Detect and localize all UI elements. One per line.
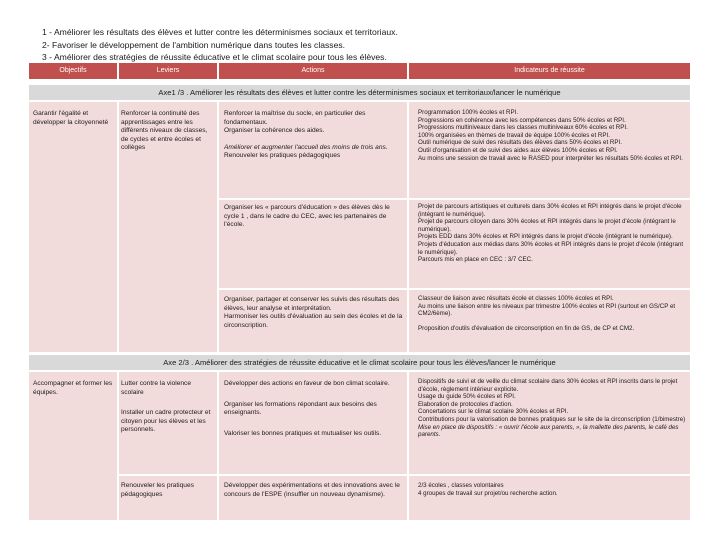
indicator-line: Outil numérique de suivi des résultats des élèves dans 50% écoles et RPI. bbox=[418, 139, 622, 147]
axe1-row2-indicateurs bbox=[418, 203, 686, 264]
indicator-line: Classeur de liaison avec résultats école et classes 100% écoles et RPI. bbox=[418, 295, 614, 302]
intro-line: 3 - Améliorer des stratégies de réussite éducative et le climat scolaire pour tous les élèves. bbox=[42, 52, 387, 62]
indicator-line: 2/3 écoles , classes volontaires bbox=[418, 482, 504, 489]
action-spacer bbox=[224, 136, 404, 144]
action-line: Renouveler les pratiques pédagogiques bbox=[224, 152, 341, 160]
axe1-levier: Renforcer la continuité des apprentissages entre les différents niveaux de classes, de cycles et entre écoles et collèges bbox=[121, 110, 208, 152]
indicator-line: Outil d'organisation et de suivi des aides aux élèves 100% écoles et RPI. bbox=[418, 146, 618, 154]
indicator-line: Mise en place de dispositifs : « ouvrir l'école aux parents, », la mallette des parents, le café des parents. bbox=[418, 423, 679, 439]
indicator-line: Parcours mis en place en CEC : 3/7 CEC. bbox=[418, 256, 533, 264]
axe2-row2-indicateurs bbox=[418, 482, 686, 497]
axe1-objectif-cell bbox=[29, 102, 117, 352]
action-line: Développer des expérimentations et des innovations avec le concours de l'ESPE (insuffler un nouveau dynamisme). bbox=[224, 482, 400, 498]
header-leviers: Leviers bbox=[119, 63, 217, 79]
levier-line: Renouveler les pratiques pédagogiques bbox=[121, 482, 194, 498]
action-line: Valoriser les bonnes pratiques et mutualiser les outils. bbox=[224, 429, 382, 437]
indicator-line: Projets EDD dans 30% écoles et RPI intégrés dans le projet d'école (intégrant le numérique). bbox=[418, 233, 673, 241]
indicator-spacer bbox=[418, 318, 686, 325]
indicator-line: Proposition d'outils d'évaluation de circonscription en fin de GS, de CP et CM2. bbox=[418, 324, 635, 332]
indicator-line: Concertations sur le climat scolaire 30% écoles et RPI. bbox=[418, 408, 569, 416]
axe2-title: Axe 2/3 . Améliorer des stratégies de réussite éducative et le climat scolaire pour tous les élèves/lancer le numérique bbox=[29, 355, 690, 370]
intro-line: 1 - Améliorer les résultats des élèves et lutter contre les déterminismes sociaux et territoriaux. bbox=[42, 27, 398, 37]
axe1-row1-actions bbox=[224, 110, 404, 161]
axe1-title: Axe1 /3 . Améliorer les résultats des élèves et lutter contre les déterminismes sociaux et territoriaux/lancer le numérique bbox=[29, 85, 690, 100]
indicator-line: Projets d'éducation aux médias dans 30% écoles et RPI intégrés dans le projet d'école (intégrant le numérique). bbox=[418, 240, 684, 256]
action-line: Harmoniser les outils d'évaluation au sein des écoles et de la circonscription. bbox=[224, 313, 403, 329]
axe2-row1-leviers bbox=[121, 380, 215, 435]
header-objectifs: Objectifs bbox=[29, 63, 117, 79]
intro-objectives bbox=[42, 26, 398, 64]
indicator-line: Au moins une liaison entre les niveaux par trimestre 100% écoles et RPI (surtout en GS/CP et CM2/6ème). bbox=[418, 302, 676, 318]
axe1-row2-actions bbox=[224, 204, 404, 230]
indicator-line: Projet de parcours citoyen dans 30% écoles et RPI intégrés dans le projet d'école (intégrant le numérique). bbox=[418, 218, 676, 233]
action-line: Améliorer et augmenter l'accueil des moins de trois ans. bbox=[224, 143, 388, 151]
axe1-row3-indicateurs bbox=[418, 295, 686, 332]
action-line: Renforcer la maîtrise du socle, en particulier des fondamentaux. bbox=[224, 110, 366, 126]
indicator-line: 100% organisées en thèmes de travail de équipe 100% écoles et RPI. bbox=[418, 131, 610, 139]
axe1-row3-actions bbox=[224, 296, 404, 330]
levier-line: Lutter contre la violence scolaire bbox=[121, 380, 192, 396]
axe1-objectif: Garantir l'égalité et développer la citoyenneté bbox=[33, 110, 109, 126]
axe2-row1-actions bbox=[224, 380, 404, 438]
action-line: Développer des actions en faveur de bon climat scolaire. bbox=[224, 380, 390, 387]
action-line: Organiser, partager et conserver les suivis des résultats des élèves, leur analyse et interprétation. bbox=[224, 296, 400, 312]
axe2-row2-leviers bbox=[121, 482, 215, 499]
indicator-line: 4 groupes de travail sur projet/ou recherche action. bbox=[418, 489, 558, 497]
indicator-line: Au moins une session de travail avec le RASED pour interpréter les résultats 50% écoles et RPI. bbox=[418, 154, 683, 162]
action-line: Organiser les « parcours d'éducation » des élèves dès le cycle 1 , dans le cadre du CEC, avec les partenaires de l'école. bbox=[224, 204, 390, 229]
indicator-line: Programmation 100% écoles et RPI. bbox=[418, 109, 519, 116]
axe2-row2-actions bbox=[224, 482, 404, 499]
header-actions: Actions bbox=[219, 63, 407, 79]
indicator-line: Elaboration de protocoles d'action. bbox=[418, 400, 513, 408]
indicator-line: Contributions pour la valorisation de bonnes pratiques sur le site de la circonscription (1/bimestre) bbox=[418, 415, 686, 423]
levier-spacer bbox=[121, 397, 215, 409]
indicator-line: Dispositifs de suivi et de veille du climat scolaire dans 30% écoles et RPI inscrits dans le projet d'école, règlement intérieur explicite. bbox=[418, 378, 678, 393]
axe1-row1-indicateurs bbox=[418, 109, 686, 162]
indicator-line: Projet de parcours artistiques et culturels dans 30% écoles et RPI intégrés dans le projet d'école (intégrant le numérique). bbox=[418, 203, 682, 218]
axe2-row1-indicateurs bbox=[418, 378, 686, 439]
action-spacer bbox=[224, 418, 404, 430]
axe2-objectif: Accompagner et former les équipes. bbox=[33, 380, 113, 396]
action-line: Organiser la cohérence des aides. bbox=[224, 127, 325, 135]
indicator-line: Usage du guide 50% écoles et RPI. bbox=[418, 393, 516, 401]
intro-line: 2- Favoriser le développement de l'ambition numérique dans toutes les classes. bbox=[42, 39, 346, 50]
indicator-line: Progressions en cohérence avec les compétences dans 50% écoles et RPI. bbox=[418, 116, 626, 124]
action-line: Organiser les formations répondant aux besoins des enseignants. bbox=[224, 400, 377, 417]
indicator-line: Progressions multiniveaux dans les classes multiniveaux 60% écoles et RPI. bbox=[418, 124, 628, 132]
header-indicateurs: Indicateurs de réussite bbox=[409, 63, 690, 79]
action-spacer bbox=[224, 389, 404, 401]
levier-line: Installer un cadre protecteur et citoyen pour les élèves et les personnels. bbox=[121, 409, 211, 434]
